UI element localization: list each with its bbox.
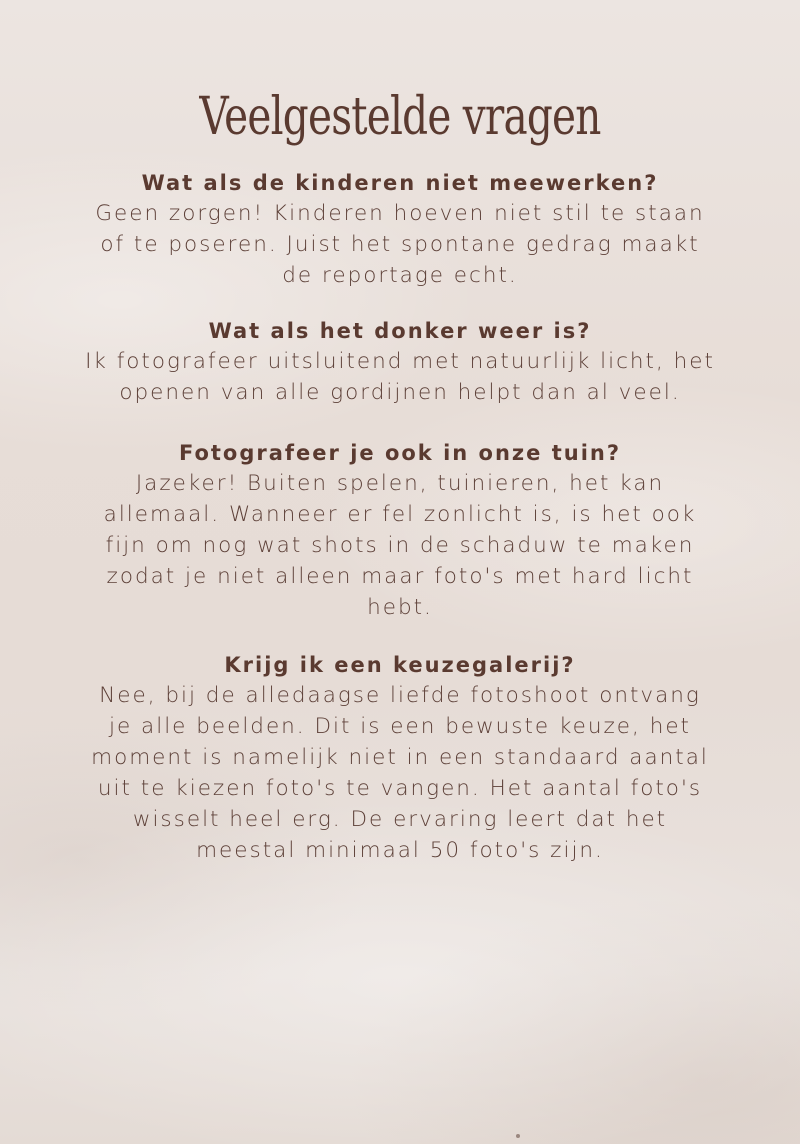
faq-answer-line: uit te kiezen foto's te vangen. Het aantal foto's [97,776,703,801]
faq-answer-line: de reportage echt. [282,263,518,288]
faq-item [60,438,740,623]
faq-answer-line: zodat je niet alleen maar foto's met hard licht [106,564,694,589]
faq-answer-line: Ik fotografeer uitsluitend met natuurlijk licht, het [85,349,715,374]
faq-answer-line: Nee, bij de alledaagse liefde fotoshoot ontvang [99,683,701,708]
faq-answer-line: fijn om nog wat shots in de schaduw te maken [105,533,695,558]
faq-question: Wat als de kinderen niet meewerken? [141,171,659,195]
faq-question: Krijg ik een keuzegalerij? [224,653,576,677]
page-title: Veelgestelde vragen [199,87,601,147]
faq-question: Wat als het donker weer is? [208,319,592,343]
faq-answer-line: meestal minimaal 50 foto's zijn. [196,838,604,863]
faq-item [60,650,740,866]
faq-answer-line: Jazeker! Buiten spelen, tuinieren, het kan [135,471,665,496]
faq-item [60,168,740,291]
faq-answer-line: je alle beelden. Dit is een bewuste keuze, het [109,714,691,739]
faq-answer-line: openen van alle gordijnen helpt dan al veel. [119,380,681,405]
faq-item [60,316,740,408]
faq-answer-line: allemaal. Wanneer er fel zonlicht is, is het ook [103,502,697,527]
faq-answer-line: of te poseren. Juist het spontane gedrag maakt [100,232,700,257]
background-speck [516,1134,520,1138]
faq-answer-line: Geen zorgen! Kinderen hoeven niet stil te staan [95,201,705,226]
faq-answer-line: wisselt heel erg. De ervaring leert dat het [132,807,668,832]
faq-answer-line: hebt. [367,595,433,620]
faq-answer-line: moment is namelijk niet in een standaard aantal [91,745,709,770]
faq-question: Fotografeer je ook in onze tuin? [178,441,622,465]
